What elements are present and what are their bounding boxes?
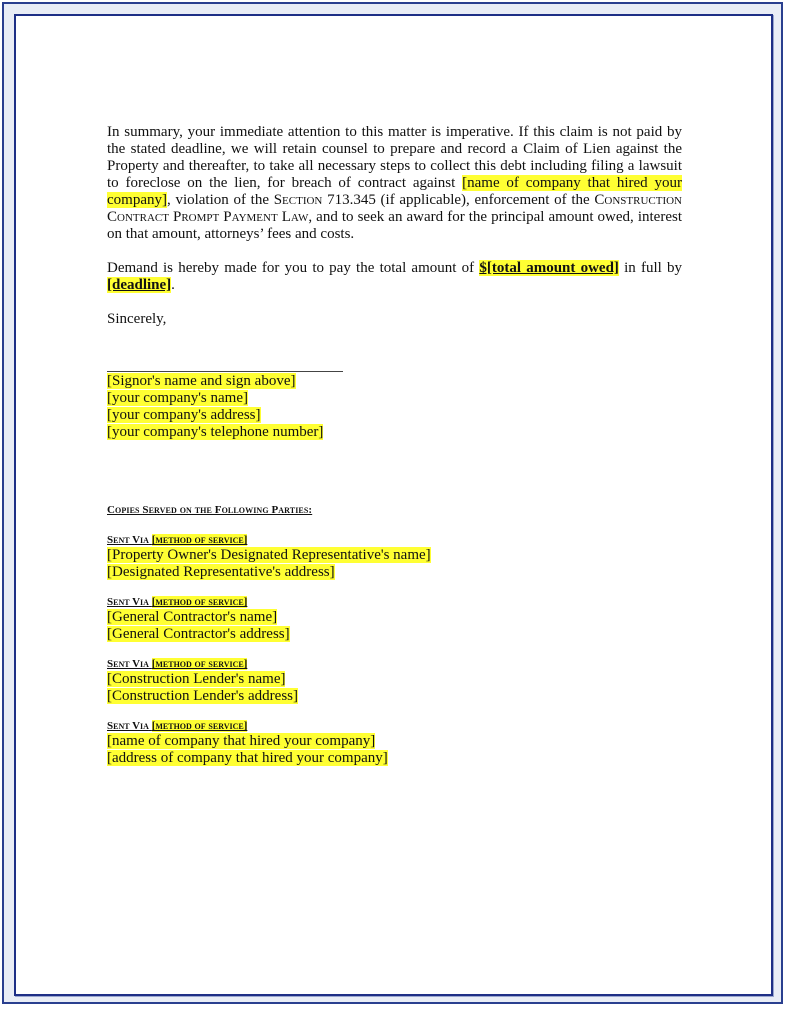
method-placeholder: [method of service] — [151, 658, 248, 670]
demand-text-2: in full by — [618, 260, 683, 276]
party-item — [107, 595, 682, 643]
sent-via-label — [107, 533, 682, 547]
company-address: [your company's address] — [107, 407, 261, 423]
party-name: [name of company that hired your company] — [107, 733, 376, 749]
signor-name: [Signor's name and sign above] — [107, 373, 296, 389]
sent-via-text: Sent Via — [107, 534, 149, 546]
paragraph-summary — [107, 124, 682, 243]
summary-text-3: 713.345 (if applicable), enforcement of the — [322, 192, 595, 208]
document-body — [107, 124, 682, 767]
amount-owed-placeholder: $[total amount owed] — [479, 260, 619, 276]
summary-text: In summary, your immediate attention to this matter is imperative. If this claim is not paid by the stated deadline, we will retain counsel to prepare and record a Claim of Lien against the Property and thereafter, to take all necessary steps to collect this debt including filing a lawsuit to foreclose on the lien, for breach of contract against — [107, 124, 682, 191]
party-name: [Construction Lender's name] — [107, 671, 286, 687]
sent-via-label — [107, 657, 682, 671]
party-item — [107, 719, 682, 767]
signature-block — [107, 373, 682, 441]
party-address: [Designated Representative's address] — [107, 564, 335, 580]
closing: Sincerely, — [107, 311, 167, 327]
law-name: Construction Contract Prompt Payment Law — [107, 192, 682, 225]
summary-text-4: , and to seek an award for the principal amount owed, interest on that amount, attorneys’ fees and costs. — [107, 209, 683, 242]
sent-via-text: Sent Via — [107, 658, 149, 670]
summary-text-2: , violation of the — [166, 192, 274, 208]
demand-text-3: . — [171, 277, 175, 293]
deadline-placeholder: [deadline] — [107, 277, 172, 293]
party-item — [107, 533, 682, 581]
demand-text: Demand is hereby made for you to pay the total amount of — [107, 260, 480, 276]
sent-via-label — [107, 719, 682, 733]
method-placeholder: [method of service] — [151, 534, 248, 546]
company-name: [your company's name] — [107, 390, 248, 406]
copies-section — [107, 502, 682, 767]
party-address: [General Contractor's address] — [107, 626, 290, 642]
party-item — [107, 657, 682, 705]
sent-via-label — [107, 595, 682, 609]
party-address: [Construction Lender's address] — [107, 688, 298, 704]
sent-via-text: Sent Via — [107, 720, 149, 732]
party-name: [Property Owner's Designated Representative's name] — [107, 547, 431, 563]
party-name: [General Contractor's name] — [107, 609, 278, 625]
copies-heading: Copies Served on the Following Parties: — [107, 504, 313, 516]
party-address: [address of company that hired your company] — [107, 750, 388, 766]
paragraph-demand — [107, 260, 682, 294]
method-placeholder: [method of service] — [151, 720, 248, 732]
hiring-company-placeholder: [name of company that hired your company] — [107, 175, 682, 208]
section-label: Section — [273, 192, 323, 208]
company-phone: [your company's telephone number] — [107, 424, 324, 440]
method-placeholder: [method of service] — [151, 596, 248, 608]
sent-via-text: Sent Via — [107, 596, 149, 608]
